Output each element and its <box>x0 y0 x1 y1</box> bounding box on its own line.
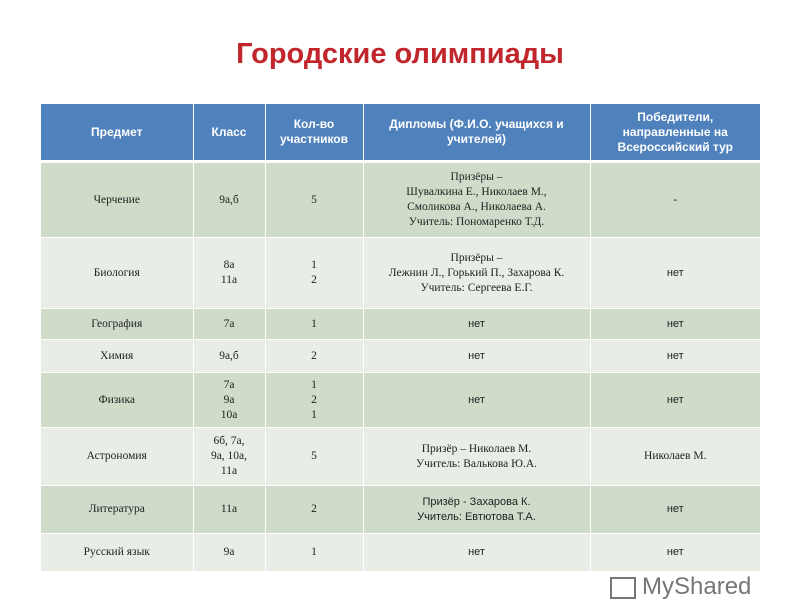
count-cell-line: 1 <box>311 259 317 271</box>
count-cell-line: 1 <box>311 408 317 421</box>
class-cell <box>193 309 265 340</box>
class-cell-line: 10а <box>220 408 238 421</box>
count-cell-line: 2 <box>311 349 317 362</box>
count-cell <box>265 373 363 428</box>
class-cell <box>193 534 265 572</box>
subject-cell-line: Химия <box>100 349 134 362</box>
diplomas-cell-line: Учитель: Евтютова Т.А. <box>417 510 536 523</box>
count-cell <box>265 340 363 373</box>
subject-cell-line: Литература <box>88 503 145 515</box>
winners-cell <box>590 309 760 340</box>
table-row <box>41 238 760 309</box>
winners-cell-line: нет <box>666 393 684 406</box>
class-cell-line: 9а <box>223 393 235 406</box>
winners-cell-line: нет <box>666 266 684 279</box>
diplomas-cell <box>363 238 590 309</box>
winners-cell <box>590 340 760 373</box>
class-cell <box>193 238 265 309</box>
winners-cell <box>590 373 760 428</box>
winners-cell <box>590 238 760 309</box>
diplomas-cell <box>363 486 590 534</box>
header-count: Кол-во участников <box>265 104 363 162</box>
subject-cell-line: Русский язык <box>83 546 150 558</box>
table-header <box>41 104 760 162</box>
diplomas-cell-line: Учитель: Пономаренко Т.Д. <box>408 216 545 228</box>
diplomas-cell-line: Смоликова А., Николаева А. <box>407 201 546 213</box>
table-row <box>41 162 760 238</box>
subject-cell-line: География <box>91 317 143 330</box>
class-cell-line: 9а <box>223 546 235 558</box>
diplomas-cell <box>363 340 590 373</box>
winners-cell <box>590 162 760 238</box>
watermark-text: MyShared <box>642 573 752 600</box>
class-cell-line: 9а, 10а, <box>210 450 248 462</box>
count-cell <box>265 428 363 486</box>
class-cell-line: 7а <box>223 378 235 391</box>
diplomas-cell-line: Шувалкина Е., Николаев М., <box>406 186 547 198</box>
count-cell-line: 1 <box>311 378 317 391</box>
class-cell-line: 11а <box>220 465 238 477</box>
count-cell <box>265 534 363 572</box>
diplomas-cell-line: нет <box>468 317 485 330</box>
class-cell <box>193 373 265 428</box>
winners-cell-line: нет <box>666 546 684 558</box>
subject-cell-line: Биология <box>93 266 140 279</box>
class-cell-line: 7а <box>223 317 235 330</box>
header-winners: Победители, направленные на Всероссийский тур <box>590 104 760 162</box>
class-cell-line: 8а <box>223 259 235 271</box>
diplomas-cell <box>363 309 590 340</box>
diplomas-cell-line: Учитель: Валькова Ю.А. <box>415 457 537 470</box>
olympiad-table <box>41 104 760 572</box>
winners-cell-line: - <box>673 193 678 206</box>
subject-cell <box>41 309 193 340</box>
watermark-logo <box>610 575 751 599</box>
class-cell-line: 11а <box>220 274 238 286</box>
diplomas-cell <box>363 162 590 238</box>
class-cell <box>193 340 265 373</box>
table-row <box>41 373 760 428</box>
subject-cell <box>41 340 193 373</box>
diplomas-cell-line: Призёр - Захарова К. <box>422 495 531 508</box>
winners-cell-line: Николаев М. <box>644 450 707 462</box>
diplomas-cell-line: Призёр – Николаев М. <box>421 442 532 455</box>
subject-cell <box>41 373 193 428</box>
class-cell-line: 9а,б <box>219 193 239 206</box>
winners-cell <box>590 534 760 572</box>
count-cell-line: 2 <box>311 503 317 515</box>
subject-cell <box>41 238 193 309</box>
count-cell-line: 5 <box>311 450 317 462</box>
class-cell-line: 9а,б <box>219 349 239 362</box>
subject-cell <box>41 534 193 572</box>
winners-cell <box>590 486 760 534</box>
diplomas-cell-line: Призёры – <box>450 171 503 183</box>
count-cell-line: 2 <box>311 393 317 406</box>
table-row <box>41 486 760 534</box>
table-row <box>41 534 760 572</box>
subject-cell-line: Черчение <box>93 193 140 206</box>
winners-cell <box>590 428 760 486</box>
count-cell <box>265 486 363 534</box>
subject-cell-line: Физика <box>98 393 135 406</box>
presentation-icon <box>610 577 636 599</box>
diplomas-cell-line: Учитель: Сергеева Е.Г. <box>420 281 533 294</box>
diplomas-cell-line: Лежнин Л., Горький П., Захарова К. <box>388 266 565 279</box>
count-cell <box>265 162 363 238</box>
class-cell <box>193 486 265 534</box>
slide-title: Городские олимпиады <box>236 38 564 70</box>
class-cell <box>193 428 265 486</box>
class-cell-line: 6б, 7а, <box>213 435 245 447</box>
winners-cell-line: нет <box>666 349 684 362</box>
class-cell-line: 11а <box>220 503 238 515</box>
header-subject: Предмет <box>41 104 193 162</box>
winners-cell-line: нет <box>666 317 684 330</box>
header-diplomas: Дипломы (Ф.И.О. учащихся и учителей) <box>363 104 590 162</box>
diplomas-cell <box>363 373 590 428</box>
header-class: Класс <box>193 104 265 162</box>
subject-cell <box>41 162 193 238</box>
diplomas-cell-line: Призёры – <box>450 251 503 264</box>
diplomas-cell-line: нет <box>468 393 485 406</box>
count-cell <box>265 309 363 340</box>
diplomas-cell-line: нет <box>468 349 485 362</box>
table-row <box>41 428 760 486</box>
diplomas-cell <box>363 534 590 572</box>
count-cell <box>265 238 363 309</box>
count-cell-line: 5 <box>311 193 317 206</box>
subject-cell-line: Астрономия <box>86 450 147 462</box>
table-row <box>41 340 760 373</box>
subject-cell <box>41 428 193 486</box>
diplomas-cell <box>363 428 590 486</box>
diplomas-cell-line: нет <box>468 546 485 558</box>
subject-cell <box>41 486 193 534</box>
count-cell-line: 1 <box>311 546 317 558</box>
class-cell <box>193 162 265 238</box>
table-row <box>41 309 760 340</box>
count-cell-line: 1 <box>311 317 317 330</box>
winners-cell-line: нет <box>666 503 684 515</box>
count-cell-line: 2 <box>311 274 317 286</box>
